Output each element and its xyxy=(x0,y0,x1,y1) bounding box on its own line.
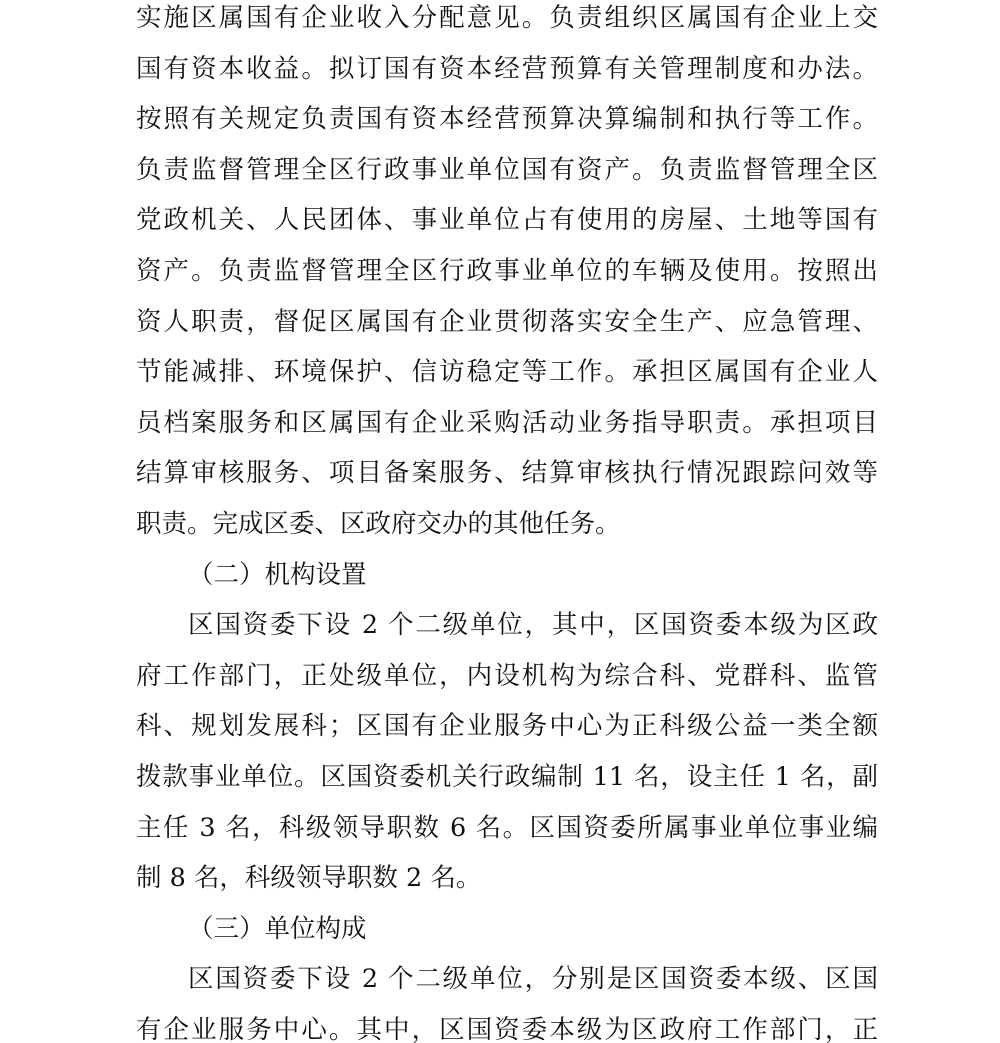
text-line: 国有资本收益。拟订国有资本经营预算有关管理制度和办法。 xyxy=(136,53,878,84)
text-line: 科、规划发展科；区国有企业服务中心为正科级公益一类全额 xyxy=(136,711,878,742)
document-body xyxy=(136,0,878,1043)
text-line: 按照有关规定负责国有资本经营预算决算编制和执行等工作。 xyxy=(136,104,878,135)
text-line: 资产。负责监督管理全区行政事业单位的车辆及使用。按照出 xyxy=(136,255,878,286)
section-organization xyxy=(136,550,878,904)
paragraph-functions xyxy=(136,0,878,550)
text-line: 结算审核服务、项目备案服务、结算审核执行情况跟踪问效等 xyxy=(136,458,878,489)
text-line: 实施区属国有企业收入分配意见。负责组织区属国有企业上交 xyxy=(136,3,878,33)
text-line: 区国资委下设 2 个二级单位，其中，区国资委本级为区政 xyxy=(188,610,878,641)
text-line: 主任 3 名，科级领导职数 6 名。区国资委所属事业单位事业编 xyxy=(136,812,878,843)
text-line: 拨款事业单位。区国资委机关行政编制 11 名，设主任 1 名，副 xyxy=(136,761,878,792)
text-line: 负责监督管理全区行政事业单位国有资产。负责监督管理全区 xyxy=(136,154,878,185)
text-line: 制 8 名，科级领导职数 2 名。 xyxy=(136,863,482,894)
section-unit-composition xyxy=(136,904,878,1043)
text-line: 有企业服务中心。其中，区国资委本级为区政府工作部门，正 xyxy=(136,1014,878,1043)
section-heading: （三）单位构成 xyxy=(188,913,367,944)
text-line: 员档案服务和区属国有企业采购活动业务指导职责。承担项目 xyxy=(136,407,878,438)
text-line: 党政机关、人民团体、事业单位占有使用的房屋、土地等国有 xyxy=(136,205,878,236)
text-line: 府工作部门，正处级单位，内设机构为综合科、党群科、监管 xyxy=(136,660,878,691)
text-line: 区国资委下设 2 个二级单位，分别是区国资委本级、区国 xyxy=(188,964,878,995)
section-heading: （二）机构设置 xyxy=(188,559,367,590)
text-line: 职责。完成区委、区政府交办的其他任务。 xyxy=(136,508,621,539)
text-line: 节能减排、环境保护、信访稳定等工作。承担区属国有企业人 xyxy=(136,357,878,388)
text-line: 资人职责，督促区属国有企业贯彻落实安全生产、应急管理、 xyxy=(136,306,878,337)
